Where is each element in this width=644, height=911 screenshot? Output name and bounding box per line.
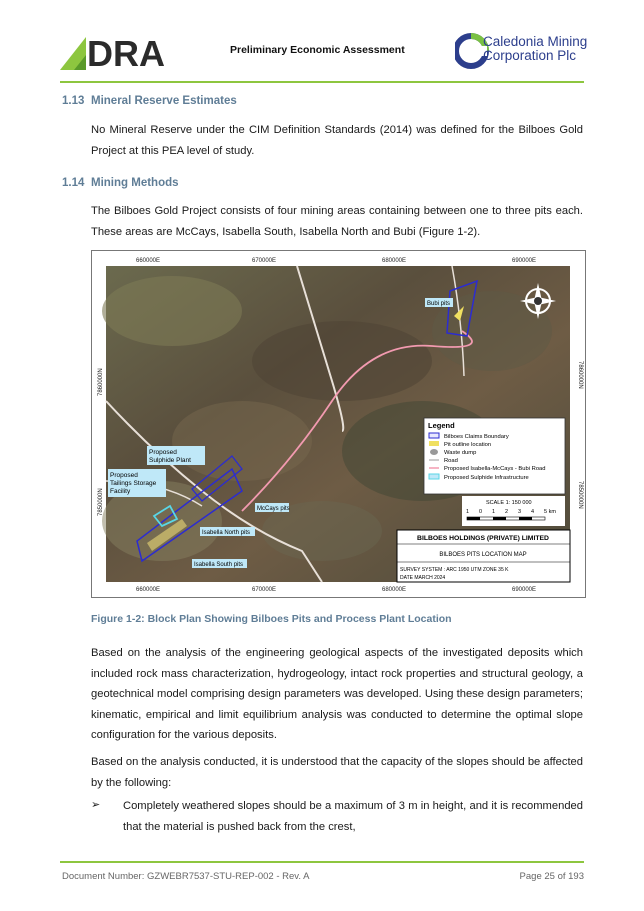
section-heading-1-14 <box>62 177 179 189</box>
company-line-2: Corporation Plc <box>483 48 577 63</box>
document-number: Document Number: GZWEBR7537-STU-REP-002 - Rev. A <box>62 871 310 882</box>
legend-item-road: Road <box>444 458 458 464</box>
header-title: Preliminary Economic Assessment <box>230 44 405 56</box>
scale-label: SCALE 1: 150 000 <box>486 500 532 506</box>
label-tailings-3: Facility <box>110 488 131 495</box>
tick-right-2: 7850000N <box>577 481 583 509</box>
block-plan-map <box>91 250 586 598</box>
title-block-map-name: BILBOES PITS LOCATION MAP <box>439 552 527 558</box>
scale-num: 4 <box>531 509 535 515</box>
header-rule <box>60 81 584 83</box>
label-sulphide-2: Sulphide Plant <box>149 457 191 464</box>
label-isabella-south: Isabella South pits <box>194 562 244 568</box>
scale-num: 2 <box>505 509 509 515</box>
label-tailings-2: Tailings Storage <box>110 480 157 487</box>
section-number: 1.14 <box>62 177 85 189</box>
tick-bottom-4: 690000E <box>512 587 537 593</box>
tick-bottom-2: 670000E <box>252 587 277 593</box>
tick-bottom-1: 660000E <box>136 587 161 593</box>
scale-bar <box>462 496 565 526</box>
map-title-block <box>397 530 570 582</box>
tick-top-4: 690000E <box>512 258 537 264</box>
legend-item-claims: Bilboes Claims Boundary <box>444 434 509 440</box>
dra-logo-text: DRA <box>87 33 165 71</box>
legend-title: Legend <box>428 421 455 430</box>
scale-num: 0 <box>479 509 483 515</box>
paragraph-reserves: No Mineral Reserve under the CIM Definition Standards (2014) was defined for the Bilboes Gold Project at this PEA level of study. <box>91 124 583 157</box>
tick-left-1: 7860000N <box>98 368 104 396</box>
legend-item-sulphide: Proposed Sulphide Infrastructure <box>444 475 529 481</box>
page-number: Page 25 of 193 <box>519 871 584 882</box>
company-line-1: Caledonia Mining <box>483 34 588 49</box>
legend-item-waste: Waste dump <box>444 450 477 456</box>
tick-right-1: 7860000N <box>577 361 583 389</box>
legend-item-proposed-road: Proposed Isabella-McCays - Bubi Road <box>444 466 546 472</box>
tick-top-3: 680000E <box>382 258 407 264</box>
tick-top-1: 660000E <box>136 258 161 264</box>
section-number: 1.13 <box>62 95 85 107</box>
paragraph-geotechnical: Based on the analysis of the engineering geological aspects of the investigated deposits which included rock mass characterization, hydrogeology, intact rock properties and structural geology, a geotechnical model comprising design parameters was developed. Using these design parameters; kinematic, empirical and limit equilibrium analysis was conducted to determine the optimal slope configuration for the various deposits. <box>91 647 583 741</box>
label-isabella-north: Isabella North pits <box>202 530 251 536</box>
title-block-company: BILBOES HOLDINGS (PRIVATE) LIMITED <box>417 535 549 542</box>
paragraph-slope-capacity: Based on the analysis conducted, it is understood that the capacity of the slopes should be affected by the following: <box>91 756 583 789</box>
scale-num: 1 <box>492 509 496 515</box>
paragraph-mining-methods: The Bilboes Gold Project consists of four mining areas containing between one to three pits each. These areas are McCays, Isabella South, Isabella North and Bubi (Figure 1-2). <box>91 205 583 238</box>
label-bubi-pits: Bubi pits <box>427 301 451 307</box>
tick-bottom-3: 680000E <box>382 587 407 593</box>
legend-item-pit: Pit outline location <box>444 442 492 448</box>
label-tailings-1: Proposed <box>110 472 138 479</box>
figure-caption: Figure 1-2: Block Plan Showing Bilboes Pits and Process Plant Location <box>91 613 452 625</box>
section-title: Mining Methods <box>91 177 179 189</box>
scale-num: 5 km <box>544 509 556 515</box>
section-heading-1-13 <box>62 95 237 107</box>
title-block-date: DATE MARCH 2024 <box>400 575 446 581</box>
title-block-survey: SURVEY SYSTEM : ARC 1950 UTM ZONE 35 K <box>400 567 509 573</box>
scale-num: 3 <box>518 509 522 515</box>
dra-logo <box>60 33 200 71</box>
tick-left-2: 7850000N <box>98 488 104 516</box>
tick-top-2: 670000E <box>252 258 277 264</box>
map-svg <box>92 251 585 597</box>
map-legend <box>424 418 565 494</box>
section-title: Mineral Reserve Estimates <box>91 95 237 107</box>
page-header <box>0 0 644 86</box>
bullet-weathered-slopes: Completely weathered slopes should be a maximum of 3 m in height, and it is recommended that the material is pushed back from the crest, <box>123 800 583 833</box>
label-sulphide-1: Proposed <box>149 449 177 456</box>
footer-rule <box>60 861 584 863</box>
label-mccays-pits: McCays pits <box>257 506 290 512</box>
scale-num: 1 <box>466 509 470 515</box>
bullet-arrow-icon: ➢ <box>91 799 101 811</box>
company-name <box>483 35 587 63</box>
